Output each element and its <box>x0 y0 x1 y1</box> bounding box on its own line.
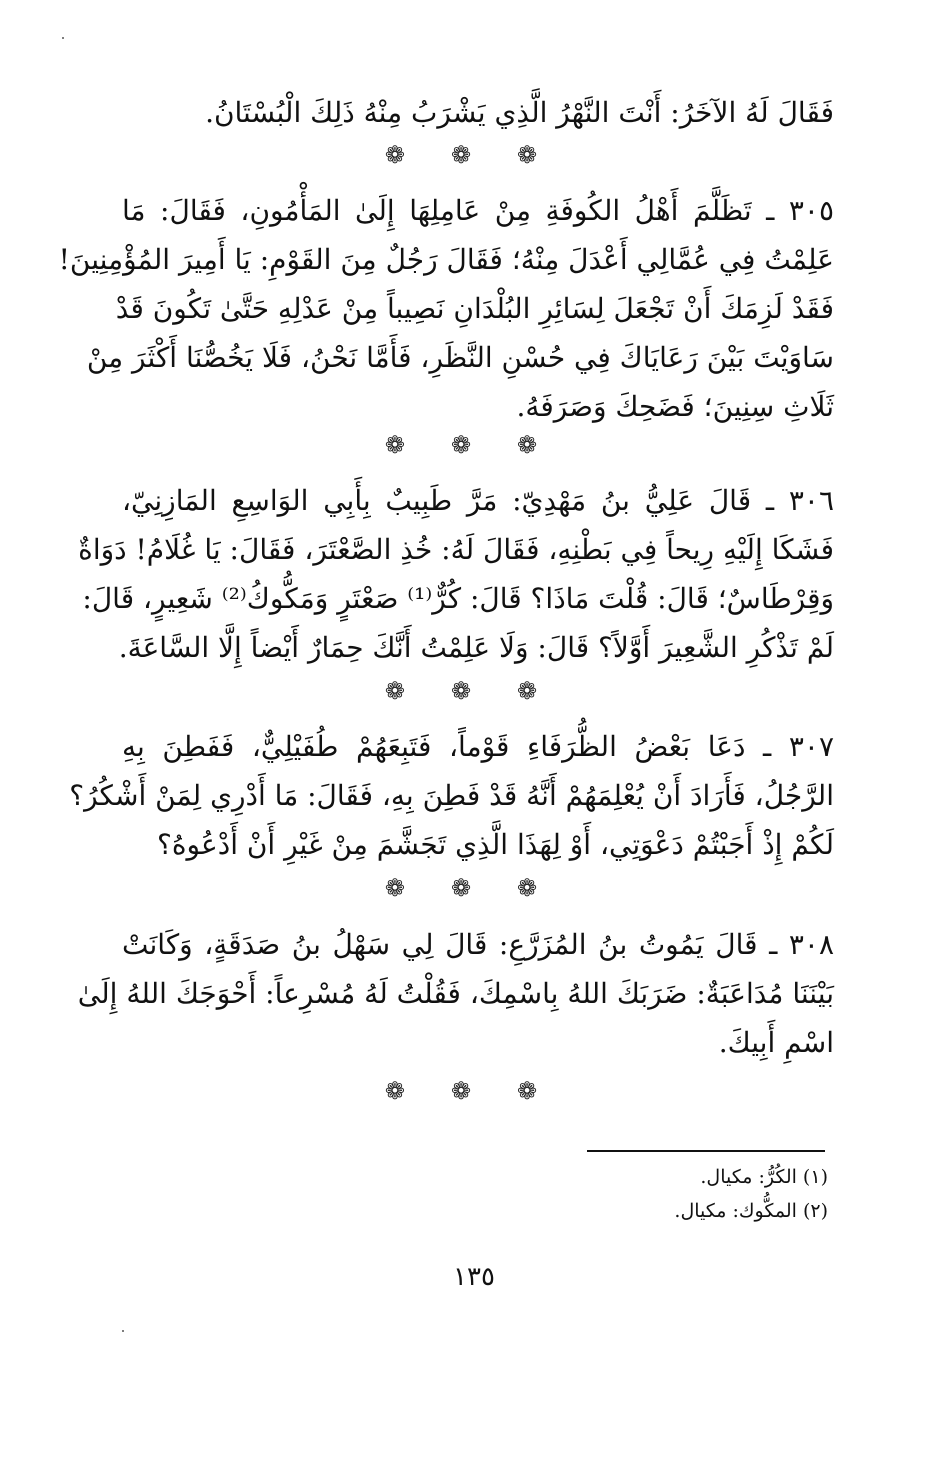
section-divider-ornament <box>0 676 948 706</box>
text-line: ثَلَاثِ سِنِينَ؛ فَضَحِكَ وَصَرَفَهُ. <box>516 390 834 423</box>
text-line: فَشَكَا إِلَيْهِ رِيحاً فِي بَطْنِهِ، فَقَالَ لَهُ: خُذِ الصَّعْتَرَ، فَقَالَ: يَا غُلَامُ! دَوَاةٌ <box>78 533 834 566</box>
text-line: فَقَدْ لَزِمَكَ أَنْ تَجْعَلَ لِسَائِرِ البُلْدَانِ نَصِيباً مِنْ عَدْلِهِ حَتَّىٰ تَكُونَ قَدْ <box>115 292 834 325</box>
flower-ornament-icon: ❁ <box>384 1077 431 1105</box>
flower-ornament-icon: ❁ <box>450 141 498 169</box>
text-line: ٣٠٦ ـ قَالَ عَلِيُّ بنُ مَهْدِيّ: مَرَّ طَبِيبٌ بِأَبِي الوَاسِعِ المَازِنِيّ، <box>122 484 834 517</box>
scan-speck <box>62 37 64 39</box>
anecdote-306 <box>78 476 834 672</box>
flower-ornament-icon: ❁ <box>517 431 564 459</box>
flower-ornament-icon: ❁ <box>517 874 564 902</box>
text-line: عَلِمْتُ فِي عُمَّالِي أَعْدَلَ مِنْهُ؛ فَقَالَ رَجُلٌ مِنَ القَوْمِ: يَا أَمِيرَ المُؤْمِنِينَ! <box>58 243 834 276</box>
section-divider-ornament <box>0 430 948 460</box>
scan-speck <box>122 1330 124 1332</box>
section-divider-ornament <box>0 873 948 903</box>
text-line: اسْمِ أَبِيكَ. <box>718 1026 834 1059</box>
anecdote-308 <box>77 920 834 1067</box>
text-line: بَيْنَنَا مُدَاعَبَةٌ: ضَرَبَكَ اللهُ بِاسْمِكَ، فَقُلْتُ لَهُ مُسْرِعاً: أَحْوَجَكَ اللهُ إِلَىٰ <box>77 977 834 1010</box>
flower-ornament-icon: ❁ <box>384 431 431 459</box>
flower-ornament-icon: ❁ <box>384 677 431 705</box>
text-line: ٣٠٧ ـ دَعَا بَعْضُ الظُّرَفَاءِ قَوْماً، فَتَبِعَهُمْ طُفَيْلِيٌّ، فَفَطِنَ بِهِ <box>122 730 834 763</box>
footnote-1: (١) الكُرُّ: مكيال. <box>700 1166 828 1188</box>
anecdote-307 <box>69 722 834 869</box>
text-line: الرَّجُلُ، فَأَرَادَ أَنْ يُعْلِمَهُمْ أَنَّهُ قَدْ فَطِنَ بِهِ، فَقَالَ: مَا أَدْرِي لِمَنْ أَشْكُرُ؟ <box>69 779 834 812</box>
section-divider-ornament <box>0 140 948 170</box>
text-line: سَاوَيْتَ بَيْنَ رَعَايَاكَ فِي حُسْنِ النَّظَرِ، فَأَمَّا نَحْنُ، فَلَا يَخُصُّنَا أَكْثَرَ مِنْ <box>86 341 834 374</box>
anecdote-305 <box>58 186 834 431</box>
text-line: لَمْ تَذْكُرِ الشَّعِيرَ أَوَّلاً؟ قَالَ: وَلَا عَلِمْتُ أَنَّكَ حِمَارٌ أَيْضاً إِلَّا السَّاعَةَ. <box>118 631 834 664</box>
text-line: لَكُمْ إِذْ أَجَبْتُمْ دَعْوَتِي، أَوْ لِهَذَا الَّذِي تَجَشَّمَ مِنْ غَيْرِ أَنْ أَدْعُوهُ؟ <box>157 828 834 861</box>
flower-ornament-icon: ❁ <box>517 1077 564 1105</box>
flower-ornament-icon: ❁ <box>384 874 431 902</box>
flower-ornament-icon: ❁ <box>517 677 564 705</box>
paragraph-continuation <box>122 88 834 137</box>
text-line: فَقَالَ لَهُ الآخَرُ: أَنْتَ النَّهْرُ الَّذِي يَشْرَبُ مِنْهُ ذَلِكَ الْبُسْتَانُ. <box>205 96 834 129</box>
section-divider-ornament <box>0 1076 948 1106</box>
page-number: ١٣٥ <box>453 1262 495 1292</box>
flower-ornament-icon: ❁ <box>450 1077 498 1105</box>
footnote-separator <box>587 1150 825 1152</box>
text-line: ٣٠٨ ـ قَالَ يَمُوتُ بنُ المُزَرَّعِ: قَالَ لِي سَهْلُ بنُ صَدَقَةٍ، وَكَانَتْ <box>122 928 834 961</box>
flower-ornament-icon: ❁ <box>450 677 498 705</box>
flower-ornament-icon: ❁ <box>450 874 498 902</box>
footnote-2: (٢) المكُّوك: مكيال. <box>674 1200 828 1222</box>
flower-ornament-icon: ❁ <box>384 141 431 169</box>
flower-ornament-icon: ❁ <box>517 141 564 169</box>
flower-ornament-icon: ❁ <box>450 431 498 459</box>
text-line: وَقِرْطَاسٌ؛ قَالَ: قُلْتَ مَاذَا؟ قَالَ: كُرٌّ⁽¹⁾ صَعْتَرٍ وَمَكُّوكُ⁽²⁾ شَعِيرٍ، قَالَ: <box>82 582 834 615</box>
text-line: ٣٠٥ ـ تَظَلَّمَ أَهْلُ الكُوفَةِ مِنْ عَامِلِهَا إِلَىٰ المَأْمُونِ، فَقَالَ: مَا <box>122 194 834 227</box>
